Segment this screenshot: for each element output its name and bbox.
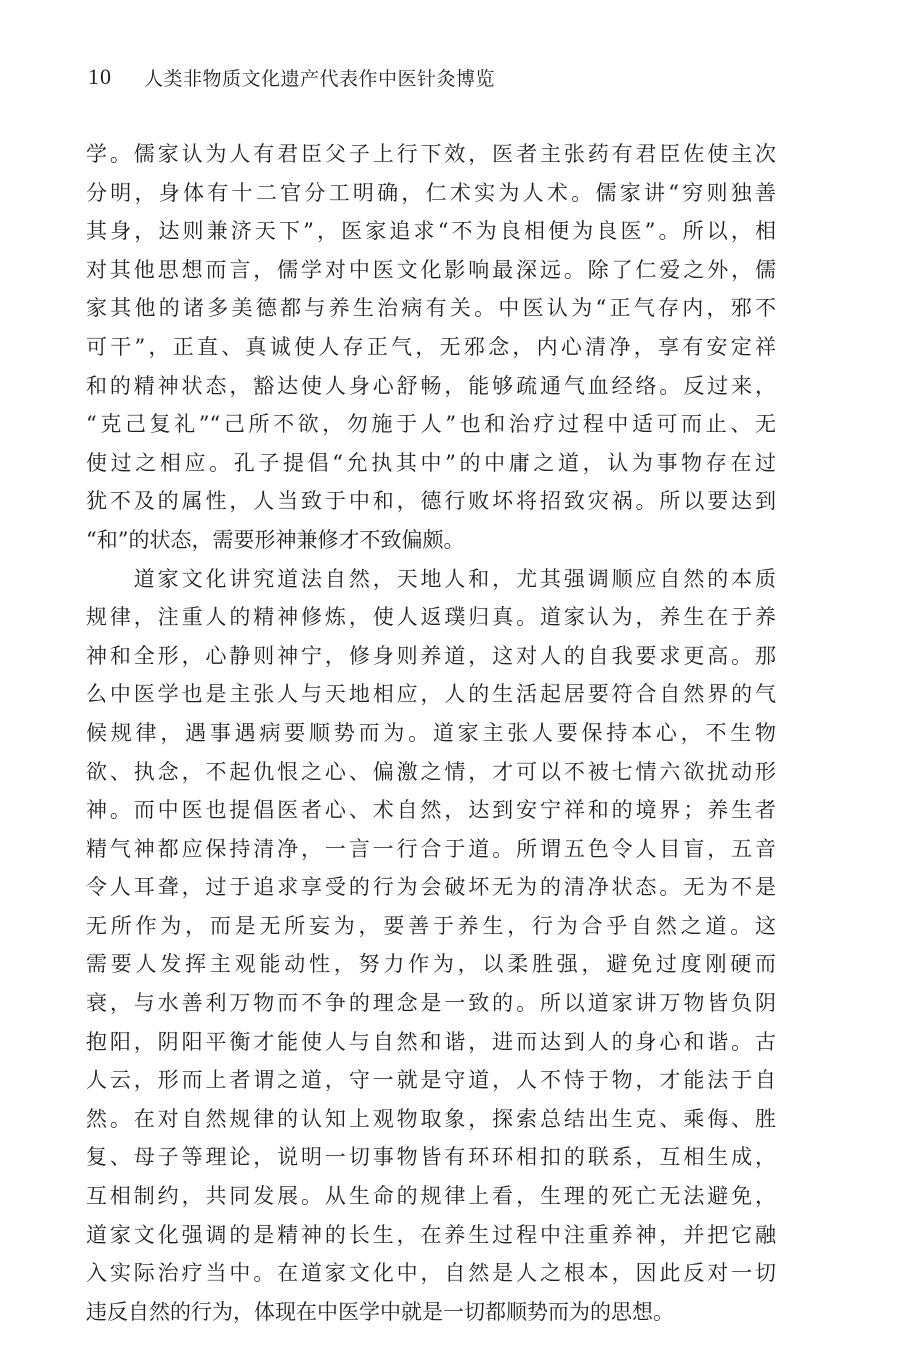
- text-line: 道家文化讲究道法自然，天地人和，尤其强调顺应自然的本质: [86, 566, 776, 591]
- text-line: 神和全形，心静则神宁，修身则养道，这对人的自我要求更高。那: [86, 643, 776, 668]
- text-line: 精气神都应保持清净，一言一行合于道。所谓五色令人目盲，五音: [86, 836, 776, 861]
- text-line: 可干”，正直、真诚使人存正气，无邪念，内心清净，享有安定祥: [86, 334, 776, 359]
- text-line: 互相制约，共同发展。从生命的规律上看，生理的死亡无法避免，: [86, 1184, 776, 1209]
- text-line: “克己复礼”“己所不欲，勿施于人”也和治疗过程中适可而止、无: [86, 412, 776, 437]
- text-line: 规律，注重人的精神修炼，使人返璞归真。道家认为，养生在于养: [86, 605, 776, 630]
- text-line: 候规律，遇事遇病要顺势而为。道家主张人要保持本心，不生物: [86, 720, 776, 745]
- text-line: 学。儒家认为人有君臣父子上行下效，医者主张药有君臣佐使主次: [86, 142, 776, 166]
- text-line: 衰，与水善利万物而不争的理念是一致的。所以道家讲万物皆负阴: [86, 991, 776, 1016]
- text-line: 使过之相应。孔子提倡“允执其中”的中庸之道，认为事物存在过: [86, 450, 776, 475]
- text-line: 然。在对自然规律的认知上观物取象，探索总结出生克、乘侮、胜: [86, 1106, 776, 1131]
- text-line: 抱阳，阴阳平衡才能使人与自然和谐，进而达到人的身心和谐。古: [86, 1029, 776, 1054]
- text-line: 复、母子等理论，说明一切事物皆有环环相扣的联系，互相生成，: [86, 1145, 776, 1170]
- text-line: 欲、执念，不起仇恨之心、偏激之情，才可以不被七情六欲扰动形: [86, 759, 776, 784]
- text-line: 令人耳聋，过于追求享受的行为会破坏无为的清净状态。无为不是: [86, 875, 776, 900]
- text-line: 违反自然的行为，体现在中医学中就是一切都顺势而为的思想。: [86, 1299, 674, 1324]
- text-line: 需要人发挥主观能动性，努力作为，以柔胜强，避免过度刚硬而: [86, 952, 776, 977]
- body-text: [86, 135, 776, 1331]
- text-line: 犹不及的属性，人当致于中和，德行败坏将招致灾祸。所以要达到: [86, 489, 776, 514]
- text-line: 家其他的诸多美德都与养生治病有关。中医认为“正气存内，邪不: [86, 296, 776, 321]
- text-line: 其身，达则兼济天下”，医家追求“不为良相便为良医”。所以，相: [86, 219, 776, 244]
- text-line: 入实际治疗当中。在道家文化中，自然是人之根本，因此反对一切: [86, 1261, 776, 1286]
- running-title: 人类非物质文化遗产代表作中医针灸博览: [144, 67, 496, 90]
- text-line: 么中医学也是主张人与天地相应，人的生活起居要符合自然界的气: [86, 682, 776, 707]
- paragraph-confucianism: [86, 135, 776, 560]
- text-line: 神。而中医也提倡医者心、术自然，达到安宁祥和的境界；养生者: [86, 798, 776, 823]
- text-line: 无所作为，而是无所妄为，要善于养生，行为合乎自然之道。这: [86, 913, 776, 938]
- text-line: 和的精神状态，豁达使人身心舒畅，能够疏通气血经络。反过来，: [86, 373, 776, 398]
- paragraph-taoism: [86, 560, 776, 1332]
- text-line: 道家文化强调的是精神的长生，在养生过程中注重养神，并把它融: [86, 1222, 776, 1247]
- text-line: 人云，形而上者谓之道，守一就是守道，人不恃于物，才能法于自: [86, 1068, 776, 1093]
- text-line: “和”的状态，需要形神兼修才不致偏颇。: [86, 527, 465, 552]
- page-number: 10: [88, 64, 112, 89]
- page-header: [88, 60, 788, 94]
- text-line: 分明，身体有十二官分工明确，仁术实为人术。儒家讲“穷则独善: [86, 180, 776, 205]
- text-line: 对其他思想而言，儒学对中医文化影响最深远。除了仁爱之外，儒: [86, 257, 776, 282]
